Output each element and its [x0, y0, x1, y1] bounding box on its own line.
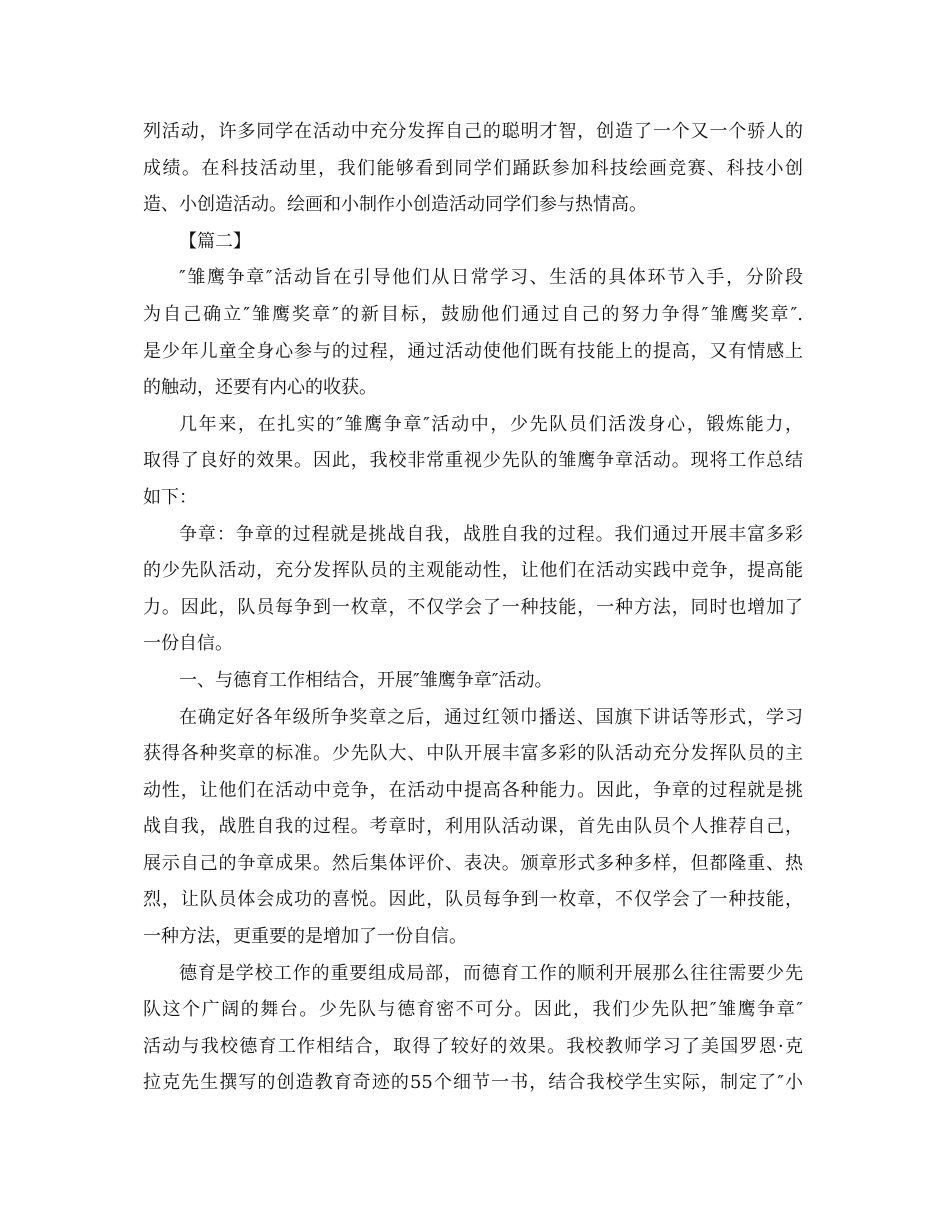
- text-line: 造、小创造活动。绘画和小制作小创造活动同学们参与热情高。: [143, 194, 647, 216]
- section-heading-text: 【篇二】: [179, 230, 251, 252]
- document-page: [143, 114, 803, 1102]
- text-line: 德育是学校工作的重要组成局部，而德育工作的顺利开展那么往往需要少先: [179, 962, 803, 984]
- text-line: 烈，让队员体会成功的喜悦。因此，队员每争到一枚章，不仅学会了一种技能，: [143, 889, 803, 911]
- text-line: 成绩。在科技活动里，我们能够看到同学们踊跃参加科技绘画竞赛、科技小创: [143, 157, 803, 179]
- paragraph: [143, 407, 803, 517]
- text-line: 获得各种奖章的标准。少先队大、中队开展丰富多彩的队活动充分发挥队员的主: [143, 743, 803, 765]
- text-line: 活动与我校德育工作相结合，取得了较好的效果。我校教师学习了美国罗恩·克: [143, 1035, 803, 1057]
- text-line: 如下：: [143, 486, 197, 508]
- paragraph: [143, 700, 803, 956]
- text-line: 几年来，在扎实的″雏鹰争章″活动中，少先队员们活泼身心，锻炼能力，: [179, 413, 803, 435]
- text-line: 在确定好各年级所争奖章之后，通过红领巾播送、国旗下讲话等形式，学习: [179, 706, 803, 728]
- text-line: 动性，让他们在活动中竞争，在活动中提高各种能力。因此，争章的过程就是挑: [143, 779, 803, 801]
- text-line: 队这个广阔的舞台。少先队与德育密不可分。因此，我们少先队把″雏鹰争章″: [143, 999, 803, 1021]
- text-line: 列活动，许多同学在活动中充分发挥自己的聪明才智，创造了一个又一个骄人的: [143, 121, 803, 142]
- text-line: 战自我，战胜自我的过程。考章时，利用队活动课，首先由队员个人推荐自己，: [143, 816, 803, 838]
- text-line: 一种方法，更重要的是增加了一份自信。: [143, 926, 467, 948]
- text-line: 力。因此，队员每争到一枚章，不仅学会了一种技能，一种方法，同时也增加了: [143, 596, 803, 618]
- paragraph: [143, 517, 803, 663]
- text-line: ″雏鹰争章″活动旨在引导他们从日常学习、生活的具体环节入手，分阶段: [179, 267, 803, 289]
- text-line: 拉克先生撰写的创造教育奇迹的55个细节一书，结合我校学生实际，制定了″小: [143, 1072, 803, 1094]
- paragraph: [143, 956, 803, 1102]
- subsection-heading-text: 一、与德育工作相结合，开展″雏鹰争章″活动。: [179, 669, 553, 691]
- paragraph: [143, 260, 803, 406]
- text-line: 的少先队活动，充分发挥队员的主观能动性，让他们在活动实践中竞争，提高能: [143, 560, 803, 582]
- text-line: 是少年儿童全身心参与的过程，通过活动使他们既有技能上的提高，又有情感上: [143, 340, 803, 362]
- subsection-heading: [143, 663, 803, 700]
- text-line: 为自己确立″雏鹰奖章″的新目标，鼓励他们通过自己的努力争得″雏鹰奖章″.: [143, 303, 803, 325]
- section-heading: [143, 224, 803, 261]
- text-line: 争章：争章的过程就是挑战自我，战胜自我的过程。我们通过开展丰富多彩: [179, 523, 803, 545]
- text-line: 一份自信。: [143, 633, 233, 655]
- paragraph-continuation: [143, 114, 803, 224]
- text-line: 取得了良好的效果。因此，我校非常重视少先队的雏鹰争章活动。现将工作总结: [143, 450, 803, 472]
- text-line: 展示自己的争章成果。然后集体评价、表决。颁章形式多种多样，但都隆重、热: [143, 852, 803, 874]
- text-line: 的触动，还要有内心的收获。: [143, 377, 377, 399]
